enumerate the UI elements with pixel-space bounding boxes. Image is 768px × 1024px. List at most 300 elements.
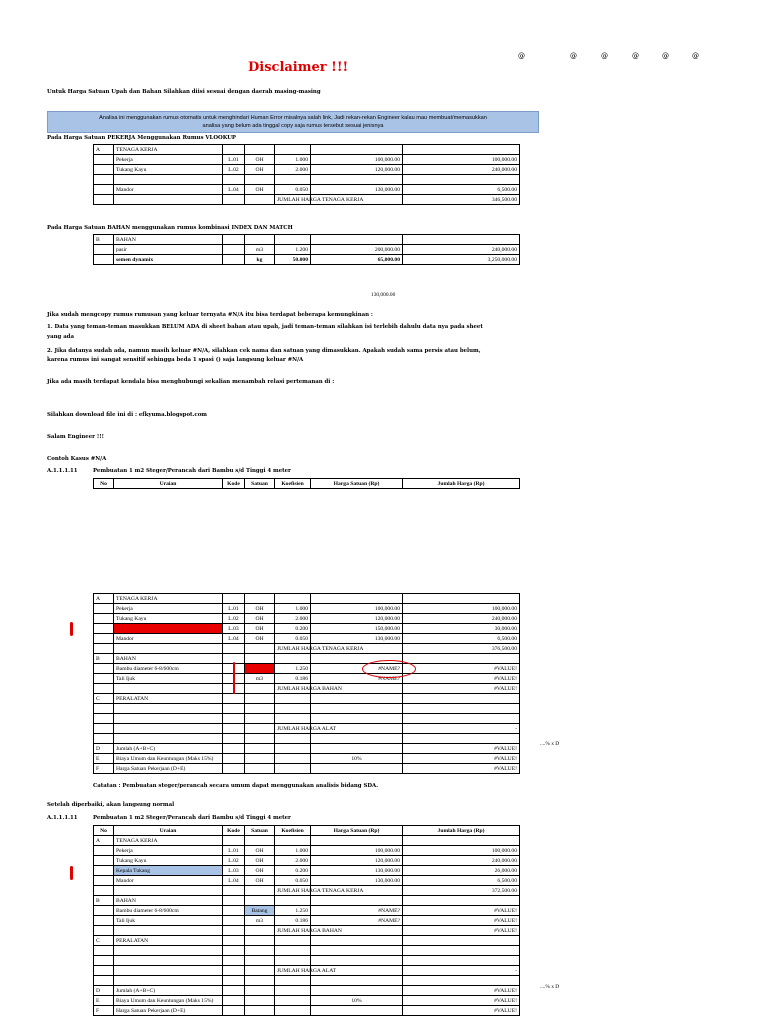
row-satuan bbox=[245, 896, 275, 906]
row-harga-satuan bbox=[311, 714, 403, 724]
row-uraian: Kepala Tukang bbox=[114, 866, 223, 876]
row-jumlah-harga bbox=[403, 956, 520, 966]
table-row bbox=[94, 694, 520, 704]
row-code bbox=[94, 624, 114, 634]
row-kode bbox=[223, 764, 245, 774]
row-jumlah-harga: - bbox=[403, 724, 520, 734]
row-koefisien bbox=[275, 175, 311, 185]
row-jumlah-harga: 372,500.00 bbox=[403, 886, 520, 896]
row-code bbox=[94, 644, 114, 654]
header-koefisien: Koefisien bbox=[275, 479, 311, 489]
row-koefisien: 0.200 bbox=[275, 624, 311, 634]
row-kode bbox=[223, 704, 245, 714]
row-koefisien: JUMLAH HARGA TENAGA KERJA bbox=[275, 886, 311, 896]
table-row bbox=[94, 634, 520, 644]
header-uraian: Uraian bbox=[114, 479, 223, 489]
row-jumlah-harga: 240,000.00 bbox=[403, 614, 520, 624]
row-uraian: Bambu diameter 6-8/600cm bbox=[114, 906, 223, 916]
table-row bbox=[94, 714, 520, 724]
row-kode: L.04 bbox=[223, 185, 245, 195]
row-kode bbox=[223, 734, 245, 744]
row-koefisien: 1.200 bbox=[275, 245, 311, 255]
row-kode bbox=[223, 836, 245, 846]
row-satuan bbox=[245, 594, 275, 604]
table-row bbox=[94, 936, 520, 946]
note-line: karena rumus ini sangat sensitif sehingga beda 1 spasi () saja langsung keluar #N/A bbox=[47, 357, 304, 363]
row-code bbox=[94, 916, 114, 926]
row-code: C bbox=[94, 694, 114, 704]
row-koefisien bbox=[275, 764, 311, 774]
table-row bbox=[94, 876, 520, 886]
case-heading: Contoh Kasus #N/A bbox=[47, 456, 107, 462]
row-harga-satuan: 10% bbox=[311, 754, 403, 764]
row-harga-satuan: #NAME? bbox=[311, 906, 403, 916]
row-code bbox=[94, 185, 114, 195]
row-kode bbox=[223, 724, 245, 734]
note-line: 2. Jika datanya sudah ada, namun masih keluar #N/A, silahkan cek nama dan satuan yang dimasukkan. Apakah sudah sama persis atau belum, bbox=[47, 348, 481, 354]
row-code bbox=[94, 195, 114, 205]
table-row bbox=[94, 195, 520, 205]
table-row bbox=[94, 255, 520, 265]
row-satuan: OH bbox=[245, 634, 275, 644]
row-satuan: OH bbox=[245, 614, 275, 624]
table-row bbox=[94, 846, 520, 856]
row-jumlah-harga: #VALUE! bbox=[403, 754, 520, 764]
table-row bbox=[94, 926, 520, 936]
row-uraian: Kepala Tukang bbox=[114, 624, 223, 634]
at-mark: @ bbox=[632, 52, 639, 60]
case1-header-table bbox=[93, 478, 520, 489]
case1-table bbox=[93, 593, 520, 774]
note-line: yang ada bbox=[47, 334, 74, 340]
row-satuan: m3 bbox=[245, 245, 275, 255]
row-uraian: Tukang Kayu bbox=[114, 856, 223, 866]
table-row bbox=[94, 836, 520, 846]
row-jumlah-harga bbox=[403, 654, 520, 664]
row-kode bbox=[223, 245, 245, 255]
header-harga-satuan: Harga Satuan (Rp) bbox=[311, 479, 403, 489]
row-harga-satuan bbox=[311, 704, 403, 714]
row-code bbox=[94, 165, 114, 175]
table-row bbox=[94, 704, 520, 714]
table-row bbox=[94, 594, 520, 604]
row-jumlah-harga bbox=[403, 946, 520, 956]
row-jumlah-harga bbox=[403, 175, 520, 185]
row-harga-satuan: 200,000.00 bbox=[311, 245, 403, 255]
row-satuan: OH bbox=[245, 155, 275, 165]
row-koefisien: 0.200 bbox=[275, 866, 311, 876]
note-line: Jika sudah mengcopy rumus rumusan yang keluar ternyata #N/A itu bisa terdapat beberapa kemungkinan : bbox=[47, 312, 373, 318]
row-satuan: OH bbox=[245, 604, 275, 614]
table-row bbox=[94, 856, 520, 866]
loose-value: 130,000.00 bbox=[371, 292, 396, 298]
row-satuan bbox=[245, 704, 275, 714]
row-koefisien bbox=[275, 976, 311, 986]
row-kode bbox=[223, 145, 245, 155]
row-koefisien bbox=[275, 694, 311, 704]
row-uraian bbox=[114, 886, 223, 896]
row-satuan bbox=[245, 644, 275, 654]
row-jumlah-harga bbox=[403, 694, 520, 704]
error-circle bbox=[362, 660, 416, 678]
table-row bbox=[94, 624, 520, 634]
note-line: 1. Data yang teman-teman masukkan BELUM ADA di sheet bahan atau upah, jadi teman-teman silahkan isi terlebih dahulu data nya pada sheet bbox=[47, 324, 483, 330]
row-satuan bbox=[245, 956, 275, 966]
row-code: E bbox=[94, 996, 114, 1006]
at-mark: @ bbox=[662, 52, 669, 60]
header-row bbox=[94, 479, 520, 489]
row-code bbox=[94, 664, 114, 674]
notice-box bbox=[47, 111, 539, 133]
row-satuan bbox=[245, 145, 275, 155]
row-koefisien: 1.000 bbox=[275, 155, 311, 165]
header-cell: Satuan bbox=[245, 826, 275, 836]
row-kode bbox=[223, 976, 245, 986]
row-harga-satuan bbox=[311, 764, 403, 774]
row-koefisien: JUMLAH HARGA ALAT bbox=[275, 724, 311, 734]
table-row bbox=[94, 966, 520, 976]
row-uraian: TENAGA KERJA bbox=[114, 145, 223, 155]
row-satuan bbox=[245, 724, 275, 734]
row-uraian: PERALATAN bbox=[114, 936, 223, 946]
row-code bbox=[94, 956, 114, 966]
row-jumlah-harga: #VALUE! bbox=[403, 1006, 520, 1016]
row-code bbox=[94, 846, 114, 856]
row-code: A bbox=[94, 836, 114, 846]
row-satuan bbox=[245, 1006, 275, 1016]
case2-table bbox=[93, 825, 520, 1016]
row-jumlah-harga: 240,000.00 bbox=[403, 245, 520, 255]
header-jumlah-harga: Jumlah Harga (Rp) bbox=[403, 479, 520, 489]
notice-line-2: analisa yang belum ada tinggal copy saja rumus tersebut sesuai jenisnya bbox=[202, 123, 384, 129]
row-uraian: Harga Satuan Pekerjaan (D+E) bbox=[114, 1006, 223, 1016]
row-kode bbox=[223, 966, 245, 976]
table-row bbox=[94, 744, 520, 754]
row-satuan bbox=[245, 654, 275, 664]
row-uraian bbox=[114, 724, 223, 734]
marker bbox=[70, 866, 73, 880]
row-jumlah-harga bbox=[403, 836, 520, 846]
row-kode: L.01 bbox=[223, 846, 245, 856]
row-jumlah-harga: #VALUE! bbox=[403, 996, 520, 1006]
table-row bbox=[94, 185, 520, 195]
row-uraian bbox=[114, 976, 223, 986]
table-row bbox=[94, 145, 520, 155]
row-uraian: BAHAN bbox=[114, 235, 223, 245]
row-uraian: Bambu diameter 6-8/600cm bbox=[114, 664, 223, 674]
row-koefisien: 1.000 bbox=[275, 846, 311, 856]
table-row bbox=[94, 764, 520, 774]
row-uraian bbox=[114, 644, 223, 654]
item-description: Pembuatan 1 m2 Steger/Perancah dari Bambu s/d Tinggi 4 meter bbox=[93, 468, 291, 474]
row-uraian: Pekerja bbox=[114, 846, 223, 856]
row-satuan bbox=[245, 694, 275, 704]
row-harga-satuan bbox=[311, 734, 403, 744]
row-harga-satuan bbox=[311, 836, 403, 846]
table-row bbox=[94, 896, 520, 906]
row-satuan bbox=[245, 976, 275, 986]
row-koefisien: 0.050 bbox=[275, 634, 311, 644]
row-kode bbox=[223, 916, 245, 926]
row-harga-satuan: 130,000.00 bbox=[311, 866, 403, 876]
item-description: Pembuatan 1 m2 Steger/Perancah dari Bambu s/d Tinggi 4 meter bbox=[93, 815, 291, 821]
row-harga-satuan bbox=[311, 956, 403, 966]
row-code: F bbox=[94, 764, 114, 774]
download-note: Silahkan download file ini di : efkyuma.blogspot.com bbox=[47, 412, 207, 418]
row-satuan: Batang bbox=[245, 906, 275, 916]
table-row bbox=[94, 916, 520, 926]
row-satuan bbox=[245, 836, 275, 846]
row-uraian: Jumlah (A+B+C) bbox=[114, 986, 223, 996]
table-row bbox=[94, 724, 520, 734]
row-koefisien bbox=[275, 754, 311, 764]
row-koefisien: JUMLAH HARGA BAHAN bbox=[275, 926, 311, 936]
table-row bbox=[94, 245, 520, 255]
error-marker bbox=[233, 662, 235, 694]
row-satuan bbox=[245, 926, 275, 936]
row-code bbox=[94, 886, 114, 896]
table-row bbox=[94, 664, 520, 674]
row-koefisien bbox=[275, 896, 311, 906]
row-kode bbox=[223, 195, 245, 205]
section2-table bbox=[93, 234, 520, 265]
row-uraian: BAHAN bbox=[114, 896, 223, 906]
row-code bbox=[94, 866, 114, 876]
row-code bbox=[94, 966, 114, 976]
row-satuan bbox=[245, 734, 275, 744]
row-kode: L.02 bbox=[223, 614, 245, 624]
row-jumlah-harga: #VALUE! bbox=[403, 906, 520, 916]
header-kode: Kode bbox=[223, 479, 245, 489]
fixed-heading: Setelah diperbaiki, akan langsung normal bbox=[47, 802, 175, 808]
intro-text: Untuk Harga Satuan Upah dan Bahan Silahkan diisi sesuai dengan daerah masing-masing bbox=[47, 89, 321, 95]
row-harga-satuan: 120,000.00 bbox=[311, 165, 403, 175]
row-kode bbox=[223, 694, 245, 704]
row-kode bbox=[223, 1006, 245, 1016]
header-cell: Kode bbox=[223, 826, 245, 836]
row-harga-satuan: #NAME? bbox=[311, 664, 403, 674]
row-koefisien: 1.250 bbox=[275, 906, 311, 916]
row-satuan: OH bbox=[245, 185, 275, 195]
row-satuan bbox=[245, 936, 275, 946]
table-row bbox=[94, 946, 520, 956]
table-row bbox=[94, 235, 520, 245]
row-code bbox=[94, 155, 114, 165]
row-uraian: Mandor bbox=[114, 634, 223, 644]
row-harga-satuan: 10% bbox=[311, 996, 403, 1006]
row-uraian: Tali Ijuk bbox=[114, 916, 223, 926]
section1-heading: Pada Harga Satuan PEKERJA Menggunakan Rumus VLOOKUP bbox=[47, 135, 236, 141]
row-satuan bbox=[245, 744, 275, 754]
row-kode bbox=[223, 594, 245, 604]
row-jumlah-harga bbox=[403, 714, 520, 724]
row-kode bbox=[223, 956, 245, 966]
row-satuan bbox=[245, 886, 275, 896]
row-koefisien bbox=[275, 956, 311, 966]
header-cell: Jumlah Harga (Rp) bbox=[403, 826, 520, 836]
error-marker bbox=[70, 622, 73, 636]
table-row bbox=[94, 754, 520, 764]
row-jumlah-harga: 240,000.00 bbox=[403, 165, 520, 175]
row-kode bbox=[223, 936, 245, 946]
row-koefisien bbox=[275, 654, 311, 664]
row-kode bbox=[223, 996, 245, 1006]
table-row bbox=[94, 674, 520, 684]
row-uraian bbox=[114, 956, 223, 966]
header-no: No bbox=[94, 479, 114, 489]
row-satuan: OH bbox=[245, 866, 275, 876]
row-jumlah-harga bbox=[403, 734, 520, 744]
item-code: A.1.1.1.11 bbox=[47, 468, 78, 474]
row-harga-satuan bbox=[311, 594, 403, 604]
row-satuan: OH bbox=[245, 856, 275, 866]
row-harga-satuan bbox=[311, 744, 403, 754]
row-uraian bbox=[114, 926, 223, 936]
row-satuan: m3 bbox=[245, 916, 275, 926]
row-kode bbox=[223, 744, 245, 754]
row-kode bbox=[223, 946, 245, 956]
header-satuan: Satuan bbox=[245, 479, 275, 489]
row-kode bbox=[223, 235, 245, 245]
row-harga-satuan: 65,000.00 bbox=[311, 255, 403, 265]
row-koefisien: 1.250 bbox=[275, 664, 311, 674]
row-code bbox=[94, 614, 114, 624]
row-kode bbox=[223, 644, 245, 654]
row-satuan bbox=[245, 986, 275, 996]
row-satuan: m3 bbox=[245, 674, 275, 684]
header-cell: Harga Satuan (Rp) bbox=[311, 826, 403, 836]
row-jumlah-harga bbox=[403, 594, 520, 604]
row-uraian: Jumlah (A+B+C) bbox=[114, 744, 223, 754]
header-cell: Koefisien bbox=[275, 826, 311, 836]
row-koefisien: 0.186 bbox=[275, 916, 311, 926]
row-uraian bbox=[114, 714, 223, 724]
row-kode: L.03 bbox=[223, 624, 245, 634]
row-uraian: Pekerja bbox=[114, 604, 223, 614]
table-row bbox=[94, 886, 520, 896]
row-jumlah-harga: #VALUE! bbox=[403, 764, 520, 774]
side-note: ....% x D bbox=[540, 741, 560, 747]
row-harga-satuan bbox=[311, 896, 403, 906]
row-uraian: Biaya Umum dan Keuntungan (Maks 15%) bbox=[114, 996, 223, 1006]
row-satuan bbox=[245, 764, 275, 774]
row-koefisien: 2.000 bbox=[275, 165, 311, 175]
row-uraian: Biaya Umum dan Keuntungan (Maks 15%) bbox=[114, 754, 223, 764]
row-satuan: OH bbox=[245, 846, 275, 856]
row-jumlah-harga: 100,000.00 bbox=[403, 155, 520, 165]
row-koefisien: 1.000 bbox=[275, 604, 311, 614]
row-jumlah-harga: 100,000.00 bbox=[403, 846, 520, 856]
row-jumlah-harga: #VALUE! bbox=[403, 674, 520, 684]
note-line: Catatan : Pembuatan steger/perancah secara umum dapat menggunakan analisis bidang SDA. bbox=[93, 783, 379, 789]
row-code: B bbox=[94, 654, 114, 664]
row-kode bbox=[223, 886, 245, 896]
row-code bbox=[94, 926, 114, 936]
row-harga-satuan: 120,000.00 bbox=[311, 614, 403, 624]
table-row bbox=[94, 614, 520, 624]
row-code: D bbox=[94, 986, 114, 996]
row-kode: L.03 bbox=[223, 866, 245, 876]
row-code bbox=[94, 876, 114, 886]
row-harga-satuan: #NAME? bbox=[311, 674, 403, 684]
row-uraian: PERALATAN bbox=[114, 694, 223, 704]
row-kode bbox=[223, 754, 245, 764]
row-uraian bbox=[114, 946, 223, 956]
row-uraian bbox=[114, 966, 223, 976]
row-code: F bbox=[94, 1006, 114, 1016]
row-kode: L.01 bbox=[223, 604, 245, 614]
row-jumlah-harga: 6,500.00 bbox=[403, 634, 520, 644]
row-code bbox=[94, 734, 114, 744]
row-uraian: TENAGA KERJA bbox=[114, 594, 223, 604]
row-code bbox=[94, 906, 114, 916]
row-harga-satuan bbox=[311, 936, 403, 946]
row-jumlah-harga bbox=[403, 145, 520, 155]
row-koefisien bbox=[275, 744, 311, 754]
row-koefisien bbox=[275, 936, 311, 946]
row-satuan: kg bbox=[245, 255, 275, 265]
row-jumlah-harga: #VALUE! bbox=[403, 916, 520, 926]
row-harga-satuan: 130,000.00 bbox=[311, 876, 403, 886]
row-uraian: pasir bbox=[114, 245, 223, 255]
row-kode bbox=[223, 714, 245, 724]
row-kode: L.01 bbox=[223, 155, 245, 165]
row-code bbox=[94, 684, 114, 694]
row-koefisien: 0.050 bbox=[275, 876, 311, 886]
row-satuan bbox=[245, 966, 275, 976]
row-uraian: Harga Satuan Pekerjaan (D+E) bbox=[114, 764, 223, 774]
header-cell: Uraian bbox=[114, 826, 223, 836]
row-code bbox=[94, 724, 114, 734]
row-kode bbox=[223, 906, 245, 916]
table-row bbox=[94, 165, 520, 175]
row-code bbox=[94, 856, 114, 866]
row-koefisien bbox=[275, 734, 311, 744]
table-row bbox=[94, 866, 520, 876]
row-uraian: TENAGA KERJA bbox=[114, 836, 223, 846]
table-row bbox=[94, 155, 520, 165]
row-kode bbox=[223, 926, 245, 936]
page-title: Disclaimer !!! bbox=[248, 60, 349, 75]
note-line: Jika ada masih terdapat kendala bisa menghubungi sekalian menambah relasi pertemanan di : bbox=[47, 379, 335, 385]
row-kode bbox=[223, 986, 245, 996]
row-jumlah-harga bbox=[403, 896, 520, 906]
header-row bbox=[94, 826, 520, 836]
row-harga-satuan bbox=[311, 145, 403, 155]
row-harga-satuan: 150,000.00 bbox=[311, 624, 403, 634]
table-row bbox=[94, 175, 520, 185]
row-uraian bbox=[114, 175, 223, 185]
table-row bbox=[94, 684, 520, 694]
row-koefisien bbox=[275, 704, 311, 714]
row-code bbox=[94, 245, 114, 255]
side-note: ....% x D bbox=[540, 984, 560, 990]
row-harga-satuan: 130,000.00 bbox=[311, 634, 403, 644]
row-harga-satuan bbox=[311, 694, 403, 704]
row-satuan: OH bbox=[245, 624, 275, 634]
row-harga-satuan bbox=[311, 1006, 403, 1016]
row-jumlah-harga: 346,500.00 bbox=[403, 195, 520, 205]
row-koefisien bbox=[275, 594, 311, 604]
row-koefisien: 50.000 bbox=[275, 255, 311, 265]
row-code: B bbox=[94, 896, 114, 906]
table-row bbox=[94, 986, 520, 996]
row-code bbox=[94, 674, 114, 684]
row-uraian: Pekerja bbox=[114, 155, 223, 165]
row-kode bbox=[223, 896, 245, 906]
row-jumlah-harga: 376,500.00 bbox=[403, 644, 520, 654]
row-kode: L.02 bbox=[223, 856, 245, 866]
